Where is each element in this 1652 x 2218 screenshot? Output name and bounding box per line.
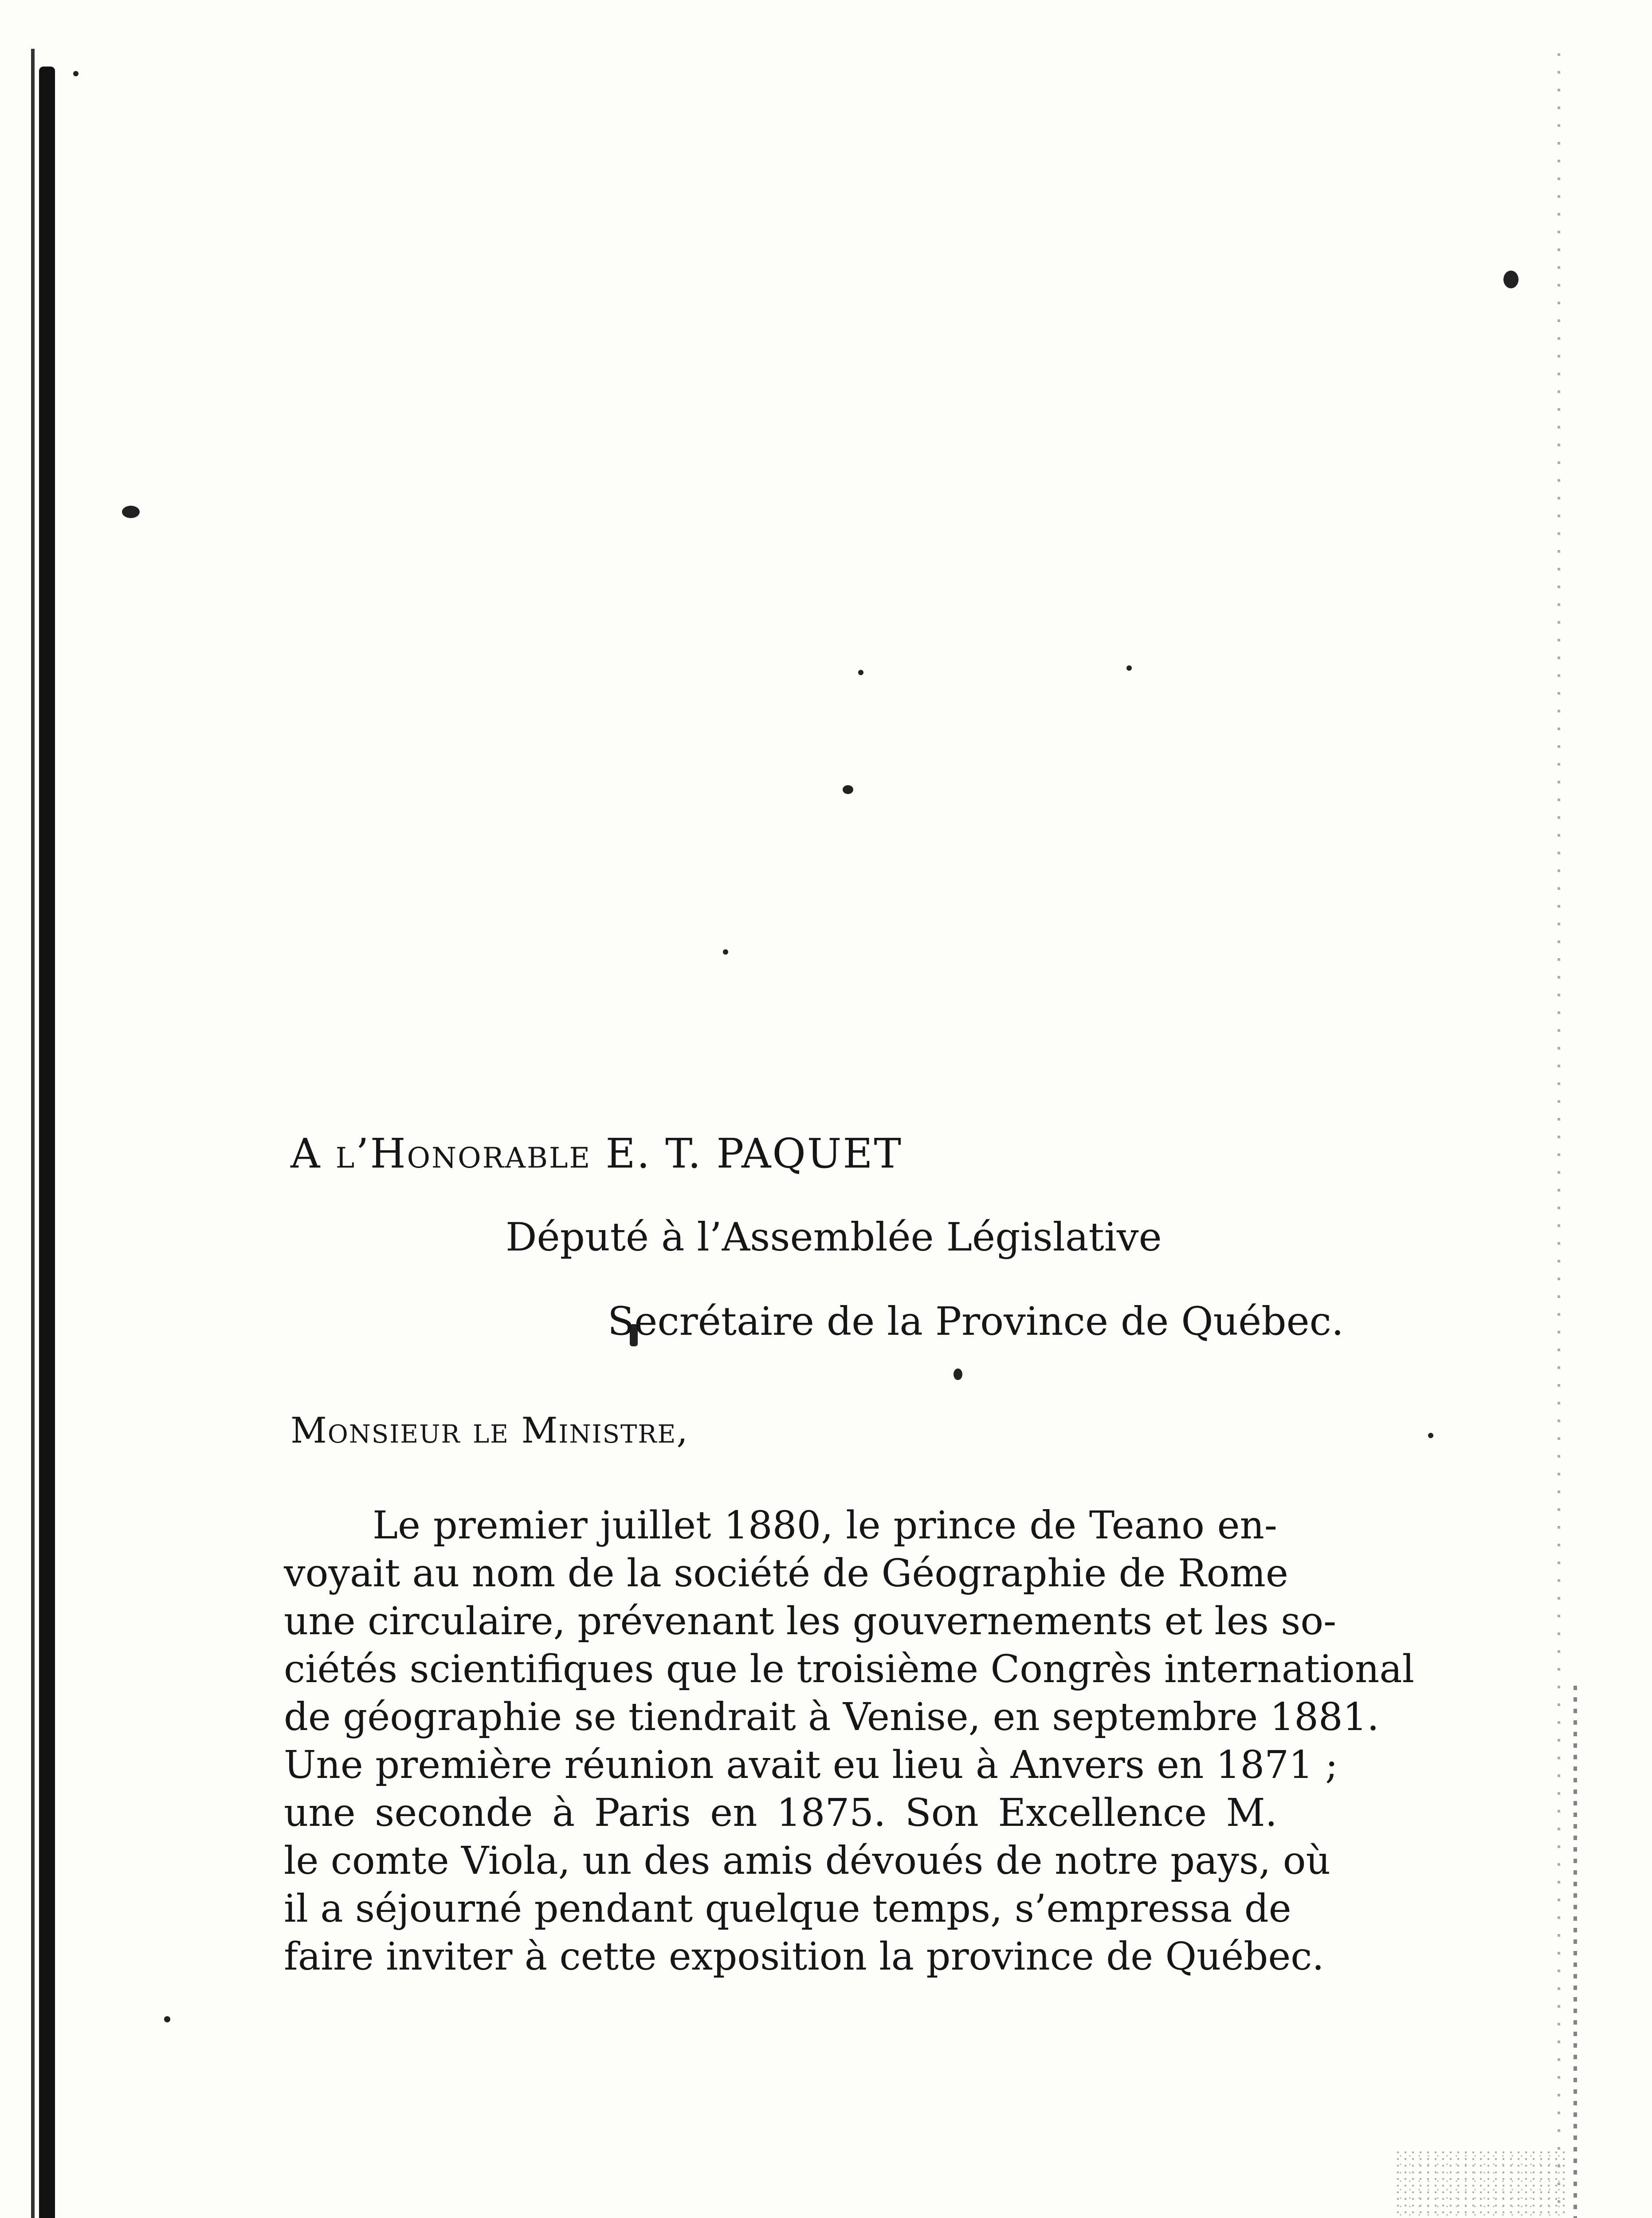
- salutation: Monsieur le Ministre,: [290, 1410, 689, 1451]
- ink-speck: [122, 506, 140, 518]
- deputy-line: Député à l’Assemblée Législative: [506, 1214, 1162, 1260]
- body-line: il a séjourné pendant quelque temps, s’empressa de: [284, 1887, 1291, 1931]
- corner-scan-noise: [1397, 2151, 1566, 2218]
- body-line: faire inviter à cette exposition la province de Québec.: [284, 1935, 1324, 1979]
- ink-speck: [723, 949, 728, 955]
- binding-shadow: [31, 49, 35, 2218]
- body-line: de géographie se tiendrait à Venise, en septembre 1881.: [284, 1695, 1379, 1739]
- ink-speck: [843, 785, 853, 794]
- addressee-title: l’Honorable: [335, 1130, 592, 1177]
- addressee-prefix: A: [290, 1130, 322, 1177]
- ink-speck: [858, 670, 863, 675]
- ink-speck: [1503, 271, 1519, 288]
- body-line: le comte Viola, un des amis dévoués de notre pays, où: [284, 1839, 1330, 1883]
- ink-speck: [954, 1369, 962, 1380]
- body-line: voyait au nom de la société de Géographie de Rome: [284, 1551, 1288, 1596]
- body-line: Le premier juillet 1880, le prince de Teano en-: [373, 1503, 1277, 1548]
- addressee-line: [290, 1130, 903, 1177]
- ink-speck: [164, 2016, 170, 2022]
- body-line: ciétés scientifiques que le troisième Congrès international: [284, 1647, 1415, 1691]
- right-margin-dots: [1558, 53, 1560, 2218]
- addressee-name: E. T. PAQUET: [605, 1130, 903, 1177]
- ink-speck: [73, 71, 78, 76]
- body-line: une seconde à Paris en 1875. Son Excellence M.: [284, 1791, 1277, 1835]
- body-line: Une première réunion avait eu lieu à Anvers en 1871 ;: [284, 1743, 1338, 1787]
- ink-speck: [1126, 665, 1132, 671]
- body-paragraph: [284, 1502, 1415, 1981]
- secretary-line: Secrétaire de la Province de Québec.: [608, 1298, 1344, 1344]
- ink-speck: [1428, 1433, 1433, 1438]
- body-line: une circulaire, prévenant les gouvernements et les so-: [284, 1599, 1337, 1644]
- binding-edge: [39, 67, 55, 2218]
- right-margin-dots-lower: [1574, 1686, 1577, 2218]
